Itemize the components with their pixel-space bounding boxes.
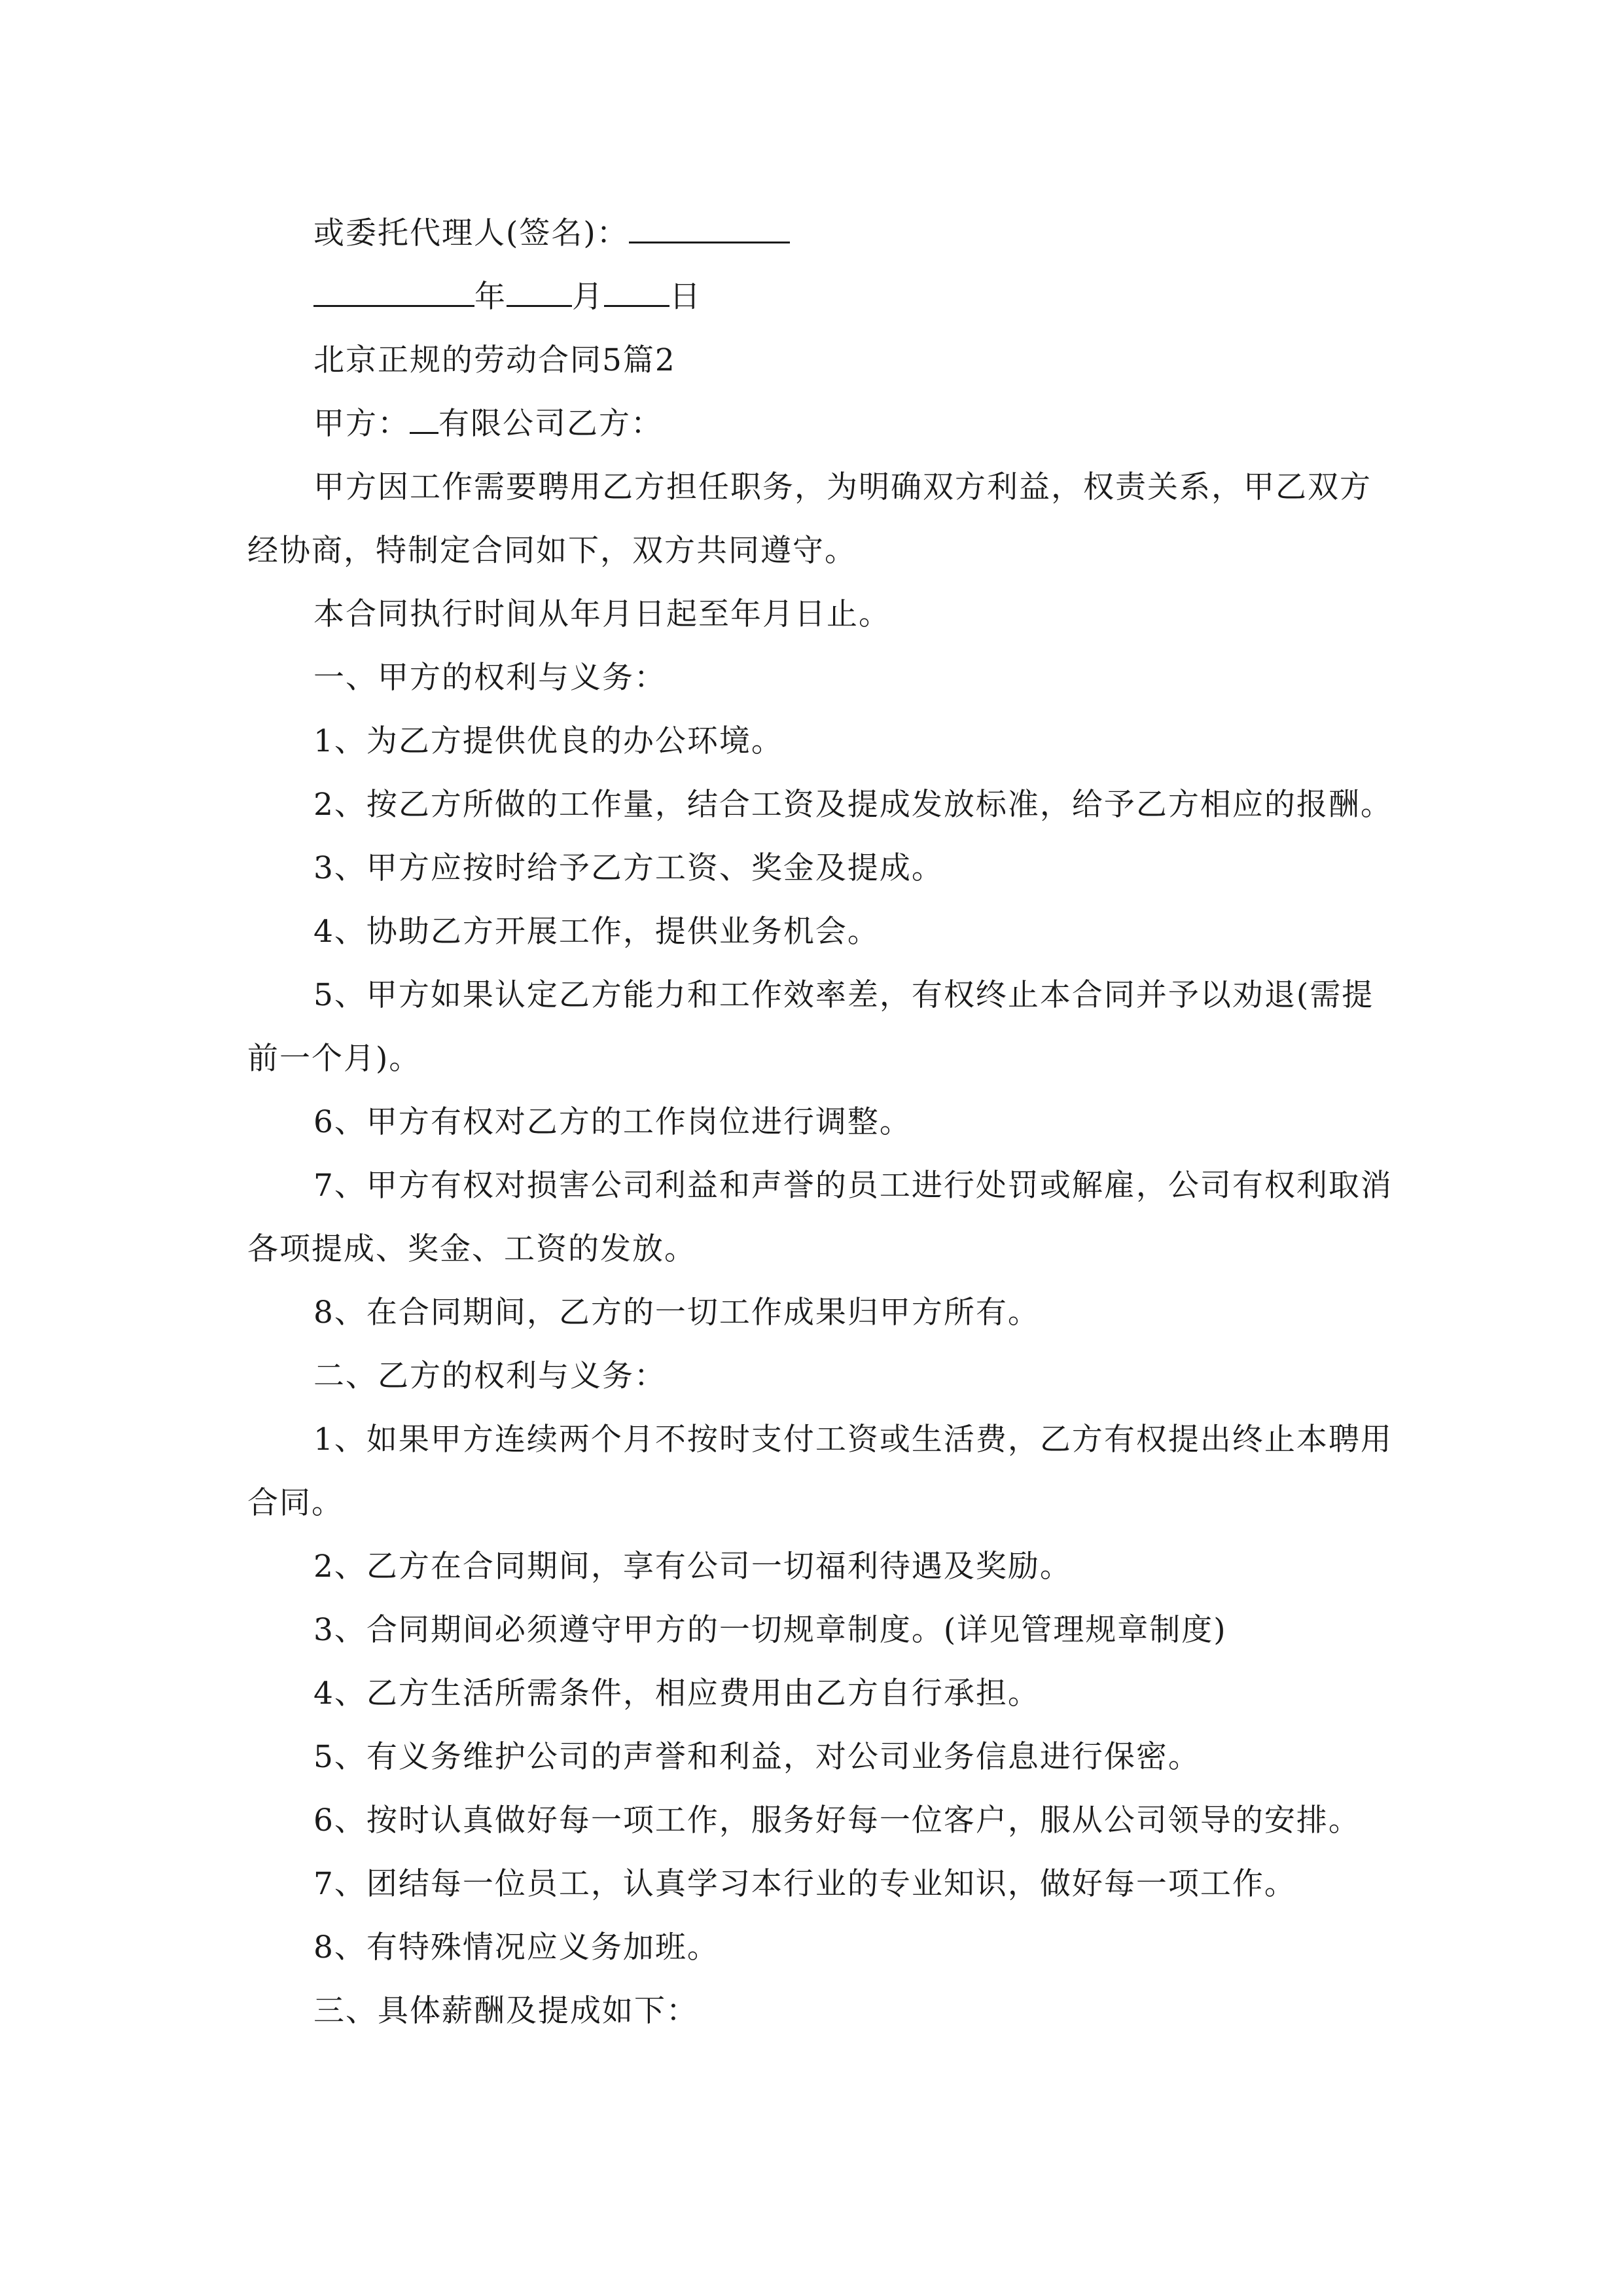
clause-b-5: 5、有义务维护公司的声誉和利益，对公司业务信息进行保密。 [313,1739,1200,1775]
month-label: 月 [572,279,604,315]
year-blank [313,276,474,307]
clause-a-4: 4、协助乙方开展工作，提供业务机会。 [313,914,880,950]
clause-b-8: 8、有特殊情况应义务加班。 [313,1929,719,1965]
document-body [247,202,1393,2043]
signature-line [247,202,1393,265]
year-label: 年 [474,279,507,315]
section-heading-party-a: 一、甲方的权利与义务： [313,660,666,696]
date-line [247,265,1393,329]
signature-blank [629,213,790,243]
company-blank [410,403,438,434]
section-heading-salary: 三、具体薪酬及提成如下： [313,1993,698,2029]
signature-label: 或委托代理人(签名)： [313,215,629,251]
clause-b-2: 2、乙方在合同期间，享有公司一切福利待遇及奖励。 [313,1549,1072,1585]
clause-a-3: 3、甲方应按时给予乙方工资、奖金及提成。 [313,850,944,886]
clause-a-6: 6、甲方有权对乙方的工作岗位进行调整。 [313,1104,912,1140]
clause-a-1: 1、为乙方提供优良的办公环境。 [313,723,783,759]
paragraph-intro: 甲方因工作需要聘用乙方担任职务，为明确双方利益，权责关系，甲乙双方经协商，特制定合同如下，双方共同遵守。 [247,469,1372,569]
clause-a-5: 5、甲方如果认定乙方能力和工作效率差，有权终止本合同并予以劝退(需提前一个月)。 [247,977,1374,1077]
day-label: 日 [669,279,702,315]
party-a-prefix: 甲方： [313,406,410,442]
party-suffix: 有限公司乙方： [438,406,663,442]
document-title: 北京正规的劳动合同5篇2 [313,342,676,378]
clause-b-7: 7、团结每一位员工，认真学习本行业的专业知识，做好每一项工作。 [313,1866,1296,1902]
clause-b-3: 3、合同期间必须遵守甲方的一切规章制度。(详见管理规章制度) [313,1612,1227,1648]
day-blank [604,276,669,307]
parties-line [247,392,1393,456]
clause-b-6: 6、按时认真做好每一项工作，服务好每一位客户，服从公司领导的安排。 [313,1803,1361,1839]
month-blank [507,276,572,307]
clause-a-8: 8、在合同期间，乙方的一切工作成果归甲方所有。 [313,1295,1040,1331]
clause-b-1: 1、如果甲方连续两个月不按时支付工资或生活费，乙方有权提出终止本聘用合同。 [247,1422,1393,1521]
clause-a-7: 7、甲方有权对损害公司利益和声誉的员工进行处罚或解雇，公司有权利取消各项提成、奖金、工资的发放。 [247,1168,1393,1267]
clause-a-2: 2、按乙方所做的工作量，结合工资及提成发放标准，给予乙方相应的报酬。 [313,787,1393,823]
section-heading-party-b: 二、乙方的权利与义务： [313,1358,666,1394]
clause-b-4: 4、乙方生活所需条件，相应费用由乙方自行承担。 [313,1676,1040,1712]
paragraph-term: 本合同执行时间从年月日起至年月日止。 [313,596,891,632]
